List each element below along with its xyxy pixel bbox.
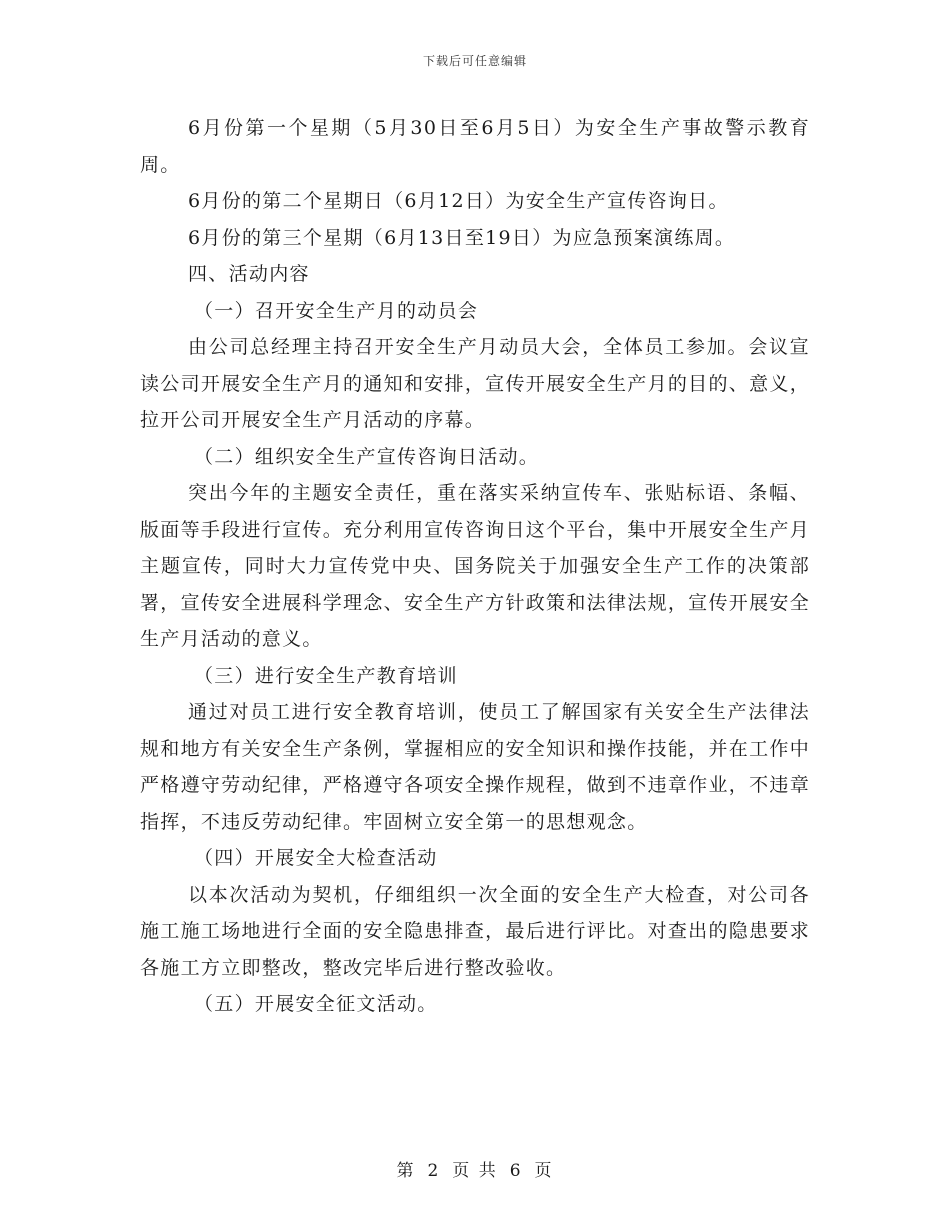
subheading-safety-inspection: （四）开展安全大检查活动 <box>194 847 438 869</box>
page-header-note: 下载后可任意编辑 <box>422 54 527 68</box>
paragraph-education-training: 通过对员工进行安全教育培训，使员工了解国家有关安全生产法律法规和地方有关安全生产条例，掌握相应的安全知识和操作技能，并在工作中严格遵守劳动纪律，严格遵守各项安全操作规程，做到不违章作业，不违章指挥，不违反劳动纪律。牢固树立安全第一的思想观念。 <box>140 701 810 833</box>
footer-middle: 页 共 <box>452 1161 498 1181</box>
document-body <box>140 110 810 1023</box>
section-heading-activities: 四、活动内容 <box>188 263 310 285</box>
footer-suffix: 页 <box>534 1161 554 1181</box>
footer-page-number: 2 <box>427 1161 441 1181</box>
paragraph-kickoff-meeting: 由公司总经理主持召开安全生产月动员大会，全体员工参加。会议宣读公司开展安全生产月的通知和安排，宣传开展安全生产月的目的、意义，拉开公司开展安全生产月活动的序幕。 <box>140 336 810 431</box>
subheading-consult-day-activity: （二）组织安全生产宣传咨询日活动。 <box>194 445 540 468</box>
paragraph-week-one: 6月份第一个星期（5月30日至6月5日）为安全生产事故警示教育周。 <box>140 117 810 176</box>
page-number-footer <box>0 1156 950 1181</box>
paragraph-drill-week: 6月份的第三个星期（6月13日至19日）为应急预案演练周。 <box>188 226 736 249</box>
footer-prefix: 第 <box>396 1161 416 1181</box>
subheading-kickoff-meeting: （一）召开安全生产月的动员会 <box>194 299 479 322</box>
subheading-education-training: （三）进行安全生产教育培训 <box>194 664 458 687</box>
subheading-essay-activity: （五）开展安全征文活动。 <box>194 993 438 1015</box>
paragraph-safety-inspection: 以本次活动为契机，仔细组织一次全面的安全生产大检查，对公司各施工施工场地进行全面的安全隐患排查，最后进行评比。对查出的隐患要求各施工方立即整改，整改完毕后进行整改验收。 <box>140 883 810 979</box>
footer-total-pages: 6 <box>509 1161 523 1181</box>
paragraph-consult-day: 6月份的第二个星期日（6月12日）为安全生产宣传咨询日。 <box>188 190 729 212</box>
paragraph-consult-day-activity: 突出今年的主题安全责任，重在落实采纳宣传车、张贴标语、条幅、版面等手段进行宣传。充分利用宣传咨询日这个平台，集中开展安全生产月主题宣传，同时大力宣传党中央、国务院关于加强安全生产工作的决策部署，宣传安全进展科学理念、安全生产方针政策和法律法规，宣传开展安全生产月活动的意义。 <box>140 482 810 650</box>
